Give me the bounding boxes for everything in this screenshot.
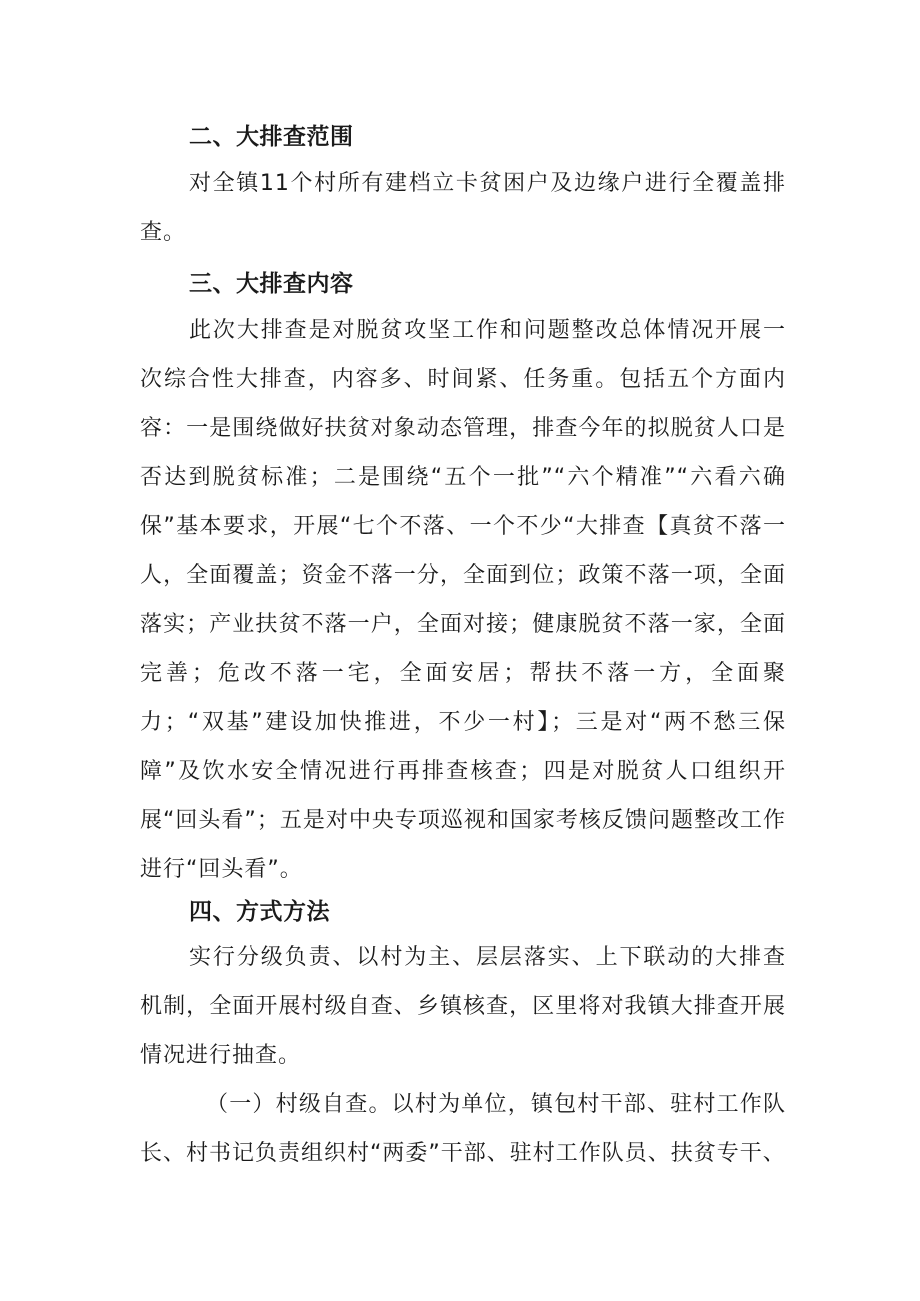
section-heading-methods: 四、方式方法 xyxy=(189,899,330,925)
paragraph-scope: 对全镇11个村所有建档立卡贫困户及边缘户进行全覆盖排查。 xyxy=(140,171,786,245)
section-heading-scope: 二、大排查范围 xyxy=(189,124,354,150)
paragraph-methods: 实行分级负责、以村为主、层层落实、上下联动的大排查机制，全面开展村级自查、乡镇核查，区里将对我镇大排查开展情况进行抽查。 xyxy=(140,945,786,1068)
paragraph-content: 此次大排查是对脱贫攻坚工作和问题整改总体情况开展一次综合性大排查，内容多、时间紧、任务重。包括五个方面内容：一是围绕做好扶贫对象动态管理，排查今年的拟脱贫人口是否达到脱贫标准；二是围绕“五个一批”“六个精准”“六看六确保”基本要求，开展“七个不落、一个不少“大排查【真贫不落一人，全面覆盖；资金不落一分，全面到位；政策不落一项，全面落实；产业扶贫不落一户，全面对接；健康脱贫不落一家，全面完善；危改不落一宅，全面安居；帮扶不落一方，全面聚力；“双基”建设加快推进，不少一村】；三是对“两不愁三保障”及饮水安全情况进行再排查核查；四是对脱贫人口组织开展“回头看”；五是对中央专项巡视和国家考核反馈问题整改工作进行“回头看”。 xyxy=(140,318,786,882)
section-heading-content: 三、大排查内容 xyxy=(189,271,354,297)
paragraph-village-self-check: （一）村级自查。以村为单位，镇包村干部、驻村工作队长、村书记负责组织村“两委”干部、驻村工作队员、扶贫专干、 xyxy=(140,1092,786,1166)
